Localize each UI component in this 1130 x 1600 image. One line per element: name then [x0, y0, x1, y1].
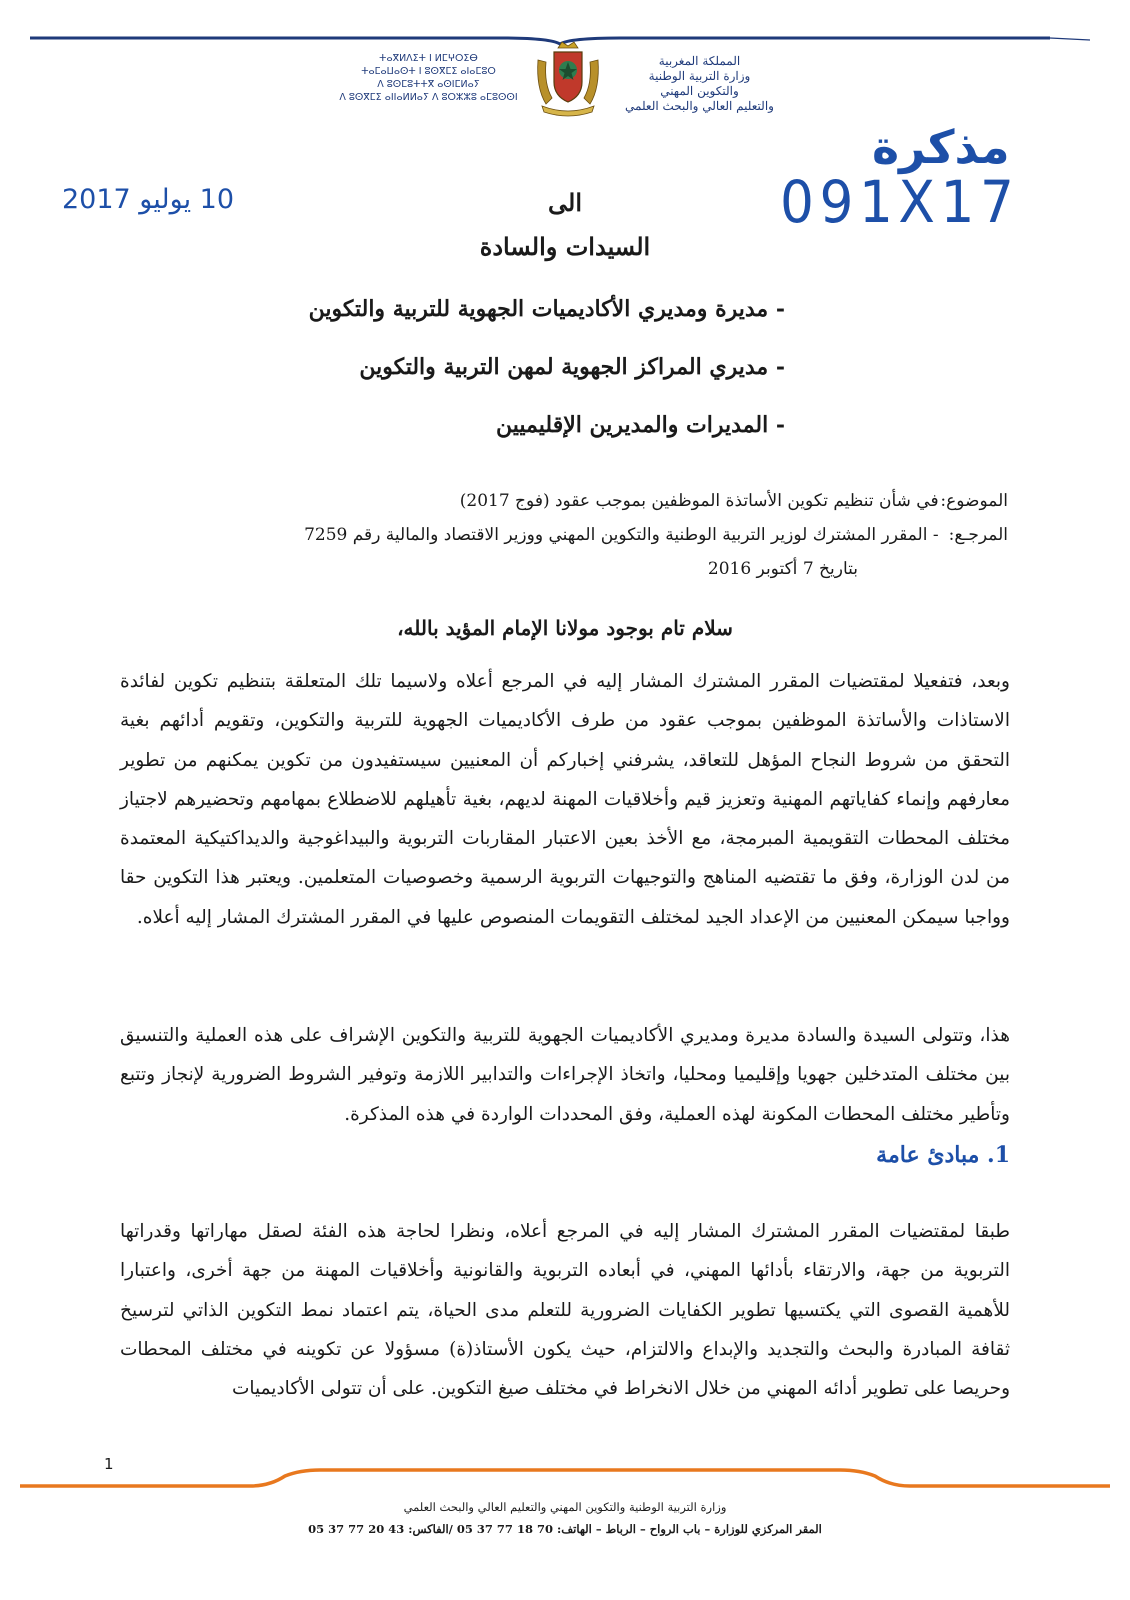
memo-stamp-label: مذكرة: [872, 120, 1010, 174]
subject-text: في شأن تنظيم تكوين الأساتذة الموظفين بموجب عقود (فوج 2017): [459, 491, 939, 511]
recipient-item: - مديرة ومديري الأكاديميات الجهوية للتربية والتكوين: [308, 296, 785, 322]
reference-row: [188, 518, 1008, 552]
section-heading-general-principles: 1. مبادئ عامة: [876, 1142, 1010, 1168]
ministry-name-arabic: المملكة المغربية وزارة التربية الوطنية والتكوين المهني والتعليم العالي والبحث العلمي: [625, 54, 774, 113]
reference-date: بتاريخ 7 أكتوبر 2016: [707, 559, 858, 579]
body-paragraph-1: وبعد، فتفعيلا لمقتضيات المقرر المشترك المشار إليه في المرجع أعلاه ولاسيما تلك المتعلقة بتنظيم تكوين لفائدة الاستاذات والأساتذة الموظفين بموجب عقود من طرف الأكاديميات الجهوية للتربية والتكوين، وتقويم أدائهم بغية التحقق من شروط النجاح المؤهل للتعاقد، يشرفني إخباركم أن المعنيين سيستفيدون من تكوين يمكنهم من تطوير معارفهم وإنماء كفاياتهم المهنية وتعزيز قيم وأخلاقيات المهنة لديهم، بغية تأهيلهم للاضطلاع بمهامهم وتحضيرهم لاجتياز مختلف المحطات التقويمية المبرمجة، مع الأخذ بعين الاعتبار المقاربات التربوية والبيداغوجية والديداكتيكية المعتمدة من لدن الوزارة، وفق ما تقتضيه المناهج والتوجيهات التربوية الرسمية وخصوصيات المتعلمين. ويعتبر هذا التكوين حقا وواجبا سيمكن المعنيين من الإعداد الجيد لمختلف التقويمات المنصوص عليها في المقرر المشترك المشار إليه أعلاه.: [120, 671, 1010, 928]
recipient-item: - المديرات والمديرين الإقليميين: [496, 412, 785, 438]
ministry-name-tifinagh: ⵜⴰⴳⵍⴷⵉⵜ ⵏ ⵍⵎⵖⵔⵉⴱ ⵜⴰⵎⴰⵡⴰⵙⵜ ⵏ ⵓⵙⴳⵎⵉ ⴰⵏⴰⵎⵓⵔ ⴷ ⵓⵙⵎⵓⵜⵜⴳ ⴰⵙⵏⵎⵍⴰⵢ ⴷ ⵓⵙⴳⵎⵉ ⴰⵏⵏⴰⵍⵍⴰⵢ ⴷ ⵓⵔⵣⵣⵓ ⴰⵎⵓⵙⵙⵏ: [339, 53, 518, 103]
reference-text: - المقرر المشترك لوزير التربية الوطنية والتكوين المهني ووزير الاقتصاد والمالية رقم 7259: [304, 525, 939, 545]
date-stamp: 10 يوليو 2017: [62, 184, 235, 215]
salutation-heading: السيدات والسادة: [479, 232, 651, 261]
recipients-list: [265, 290, 785, 464]
footer-ministry: وزارة التربية الوطنية والتكوين المهني والتعليم العالي والبحث العلمي: [403, 1500, 727, 1514]
to-label: الى: [548, 188, 582, 217]
page-number: 1: [104, 1455, 114, 1473]
reference-label: المرجـع:: [948, 525, 1008, 545]
footer-rule: [20, 1468, 1110, 1498]
subject-reference-block: [188, 484, 1008, 586]
footer-address: المقر المركزي للوزارة – باب الرواح – الرباط – الهاتف: 70 18 77 37 05 /الفاكس: 43 20 77 37 05: [308, 1522, 822, 1536]
greeting: سلام تام بوجود مولانا الإمام المؤيد بالله،: [397, 616, 733, 640]
memo-number-stamp: 091X17: [780, 168, 1020, 236]
coat-of-arms-icon: [532, 38, 604, 120]
subject-label: الموضوع:: [940, 491, 1008, 511]
subject-row: [188, 484, 1008, 518]
body-paragraph-2: هذا، وتتولى السيدة والسادة مديرة ومديري الأكاديميات الجهوية للتربية والتكوين الإشراف على هذه العملية والتنسيق بين مختلف المتدخلين جهويا وإقليميا ومحليا، واتخاذ الإجراءات والتدابير اللازمة وتوفير الشروط الضرورية لإنجاز وتتبع وتأطير مختلف المحطات المكونة لهذه العملية، وفق المحددات الواردة في هذه المذكرة.: [120, 1025, 1010, 1125]
body-paragraph-3: طبقا لمقتضيات المقرر المشترك المشار إليه في المرجع أعلاه، ونظرا لحاجة هذه الفئة لصقل مهاراتها وقدراتها التربوية من جهة، والارتقاء بأدائها المهني، في أبعاده التربوية والقانونية وأخلاقيات المهنة من جهة أخرى، واعتبارا للأهمية القصوى التي يكتسيها تطوير الكفايات الضرورية للتعلم مدى الحياة، يتم اعتماد نمط التكوين الذاتي لترسيخ ثقافة المبادرة والبحث والتجديد والإبداع والالتزام، حيث يكون الأستاذ(ة) مسؤولا عن تكوينه في مختلف المحطات وحريصا على تطوير أدائه المهني من خلال الانخراط في مختلف صيغ التكوين. على أن تتولى الأكاديميات: [120, 1221, 1010, 1400]
recipient-item: - مديري المراكز الجهوية لمهن التربية والتكوين: [359, 354, 785, 380]
